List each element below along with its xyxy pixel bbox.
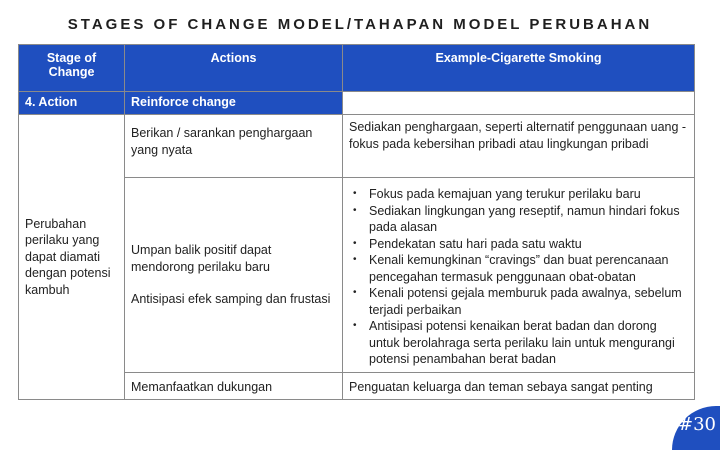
stage-name: 4. Action <box>19 92 125 115</box>
list-item: • Kenali potensi gejala memburuk pada awalnya, sebelum terjadi perbaikan <box>369 285 688 318</box>
header-actions: Actions <box>125 45 343 92</box>
example-cell <box>343 372 695 400</box>
stage-description-text: Perubahan perilaku yang dapat diamati dengan potensi kambuh <box>25 216 111 297</box>
stage-description <box>19 115 125 400</box>
header-stage: Stage of Change <box>19 45 125 92</box>
page-number-badge: #30 <box>672 406 720 450</box>
example-bullet-list <box>349 186 688 368</box>
list-item: • Pendekatan satu hari pada satu waktu <box>369 236 688 253</box>
table-row <box>19 115 695 178</box>
action-text: Antisipasi efek samping dan frustasi <box>131 292 331 306</box>
stages-table <box>18 44 695 400</box>
action-cell <box>125 115 343 178</box>
slide-title: STAGES OF CHANGE MODEL/TAHAPAN MODEL PERUBAHAN <box>67 16 653 33</box>
example-cell <box>343 178 695 373</box>
action-text: Umpan balik positif dapat mendorong perilaku baru <box>131 243 272 274</box>
sub-label: Reinforce change <box>125 92 343 115</box>
action-text: Memanfaatkan dukungan <box>131 379 273 394</box>
example-text: Sediakan penghargaan, seperti alternatif penggunaan uang - fokus pada kebersihan pribadi atau lingkungan pribadi <box>349 120 687 151</box>
example-text: Penguatan keluarga dan teman sebaya sangat penting <box>349 379 653 394</box>
example-cell <box>343 115 695 178</box>
action-text: Berikan / sarankan penghargaan yang nyata <box>131 126 313 157</box>
list-item: • Kenali kemungkinan “cravings” dan buat perencanaan pencegahan termasuk penggunaan obat-obatan <box>369 252 688 285</box>
header-row <box>19 45 695 92</box>
sub-blank <box>343 92 695 115</box>
header-example: Example-Cigarette Smoking <box>343 45 695 92</box>
list-item: • Fokus pada kemajuan yang terukur perilaku baru <box>369 186 688 203</box>
list-item: • Antisipasi potensi kenaikan berat badan dan dorong untuk berolahraga serta perilaku lain untuk mengurangi potensi penambahan berat badan <box>369 318 688 368</box>
action-cell <box>125 178 343 373</box>
action-cell <box>125 372 343 400</box>
list-item: • Sediakan lingkungan yang reseptif, namun hindari fokus pada alasan <box>369 203 688 236</box>
stage-subheader-row <box>19 92 695 115</box>
